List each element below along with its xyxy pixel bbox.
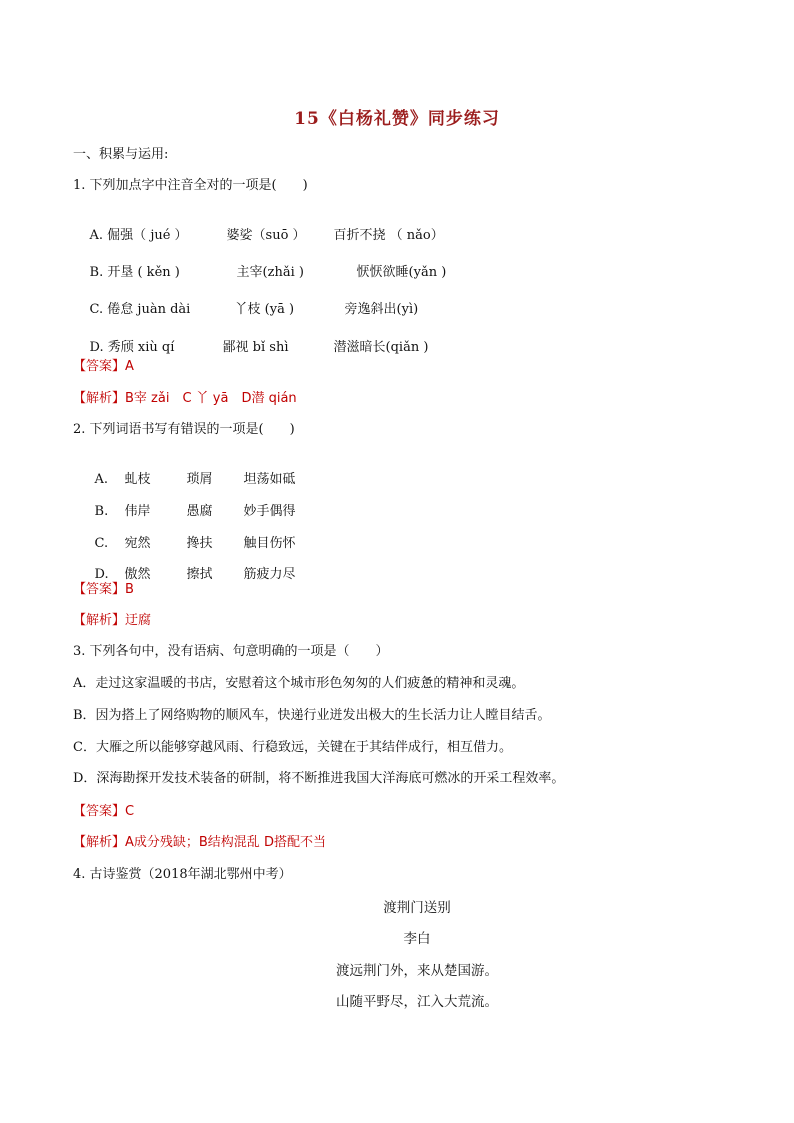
q2-option-b-1: 伟岸	[124, 504, 151, 519]
poem-line-1: 渡远荆门外，来从楚国游。	[336, 963, 498, 979]
poem-title: 渡荆门送别	[383, 900, 451, 916]
q2-option-b-letter: B.	[94, 504, 109, 519]
poem-line-2: 山随平野尽，江入大荒流。	[336, 994, 498, 1010]
q1-option-a-2: 婆娑（suō ）	[226, 228, 306, 243]
q1-option-d-1: D. 秀颀 xiù qí	[89, 340, 175, 355]
q2-option-a-1: 虬枝	[124, 472, 151, 487]
q3-stem: 3. 下列各句中，没有语病、句意明确的一项是（ ）	[73, 644, 389, 659]
q2-option-b-2: 愚腐	[186, 504, 213, 519]
q3-answer: 【答案】C	[73, 804, 135, 819]
q2-option-c-letter: C.	[94, 536, 109, 551]
section-heading: 一、积累与运用:	[73, 147, 169, 162]
q1-option-d-2: 鄙视 bǐ shì	[222, 340, 289, 355]
q1-option-a-1: A. 倔强（ jué ）	[89, 228, 188, 243]
q2-option-d-1: 傲然	[124, 567, 151, 582]
q2-stem: 2. 下列词语书写有错误的一项是( )	[73, 422, 295, 437]
q3-analysis: 【解析】A成分残缺；B结构混乱 D搭配不当	[73, 835, 326, 850]
q2-analysis: 【解析】迂腐	[73, 613, 152, 628]
q1-option-c-1: C. 倦怠 juàn dài	[89, 302, 191, 317]
q2-option-c-1: 宛然	[124, 536, 151, 551]
q3-option-a: A．走过这家温暖的书店，安慰着这个城市形色匆匆的人们疲惫的精神和灵魂。	[73, 676, 525, 691]
q1-option-b-3: 恹恹欲睡(yǎn )	[356, 265, 447, 280]
q4-stem: 4. 古诗鉴赏（2018年湖北鄂州中考）	[73, 867, 292, 882]
q1-option-b-2: 主宰(zhǎi )	[236, 265, 304, 280]
q1-option-d-3: 潜滋暗长(qiǎn )	[333, 340, 429, 355]
q2-option-c-2: 搀扶	[186, 536, 213, 551]
q1-option-c-3: 旁逸斜出(yì)	[344, 302, 419, 317]
q3-option-d: D．深海勘探开发技术装备的研制，将不断推进我国大洋海底可燃冰的开采工程效率。	[73, 771, 565, 786]
q2-option-d-3: 筋疲力尽	[243, 567, 296, 582]
q2-option-a-letter: A.	[94, 472, 109, 487]
q1-option-a-3: 百折不挠 （ nǎo）	[333, 228, 444, 243]
q1-analysis: 【解析】B宰 zǎi C 丫 yā D潜 qián	[73, 391, 297, 406]
q3-option-b: B．因为搭上了网络购物的顺风车，快递行业迸发出极大的生长活力让人瞠目结舌。	[73, 708, 551, 723]
q2-answer: 【答案】B	[73, 582, 134, 597]
q1-answer: 【答案】A	[73, 359, 134, 374]
q2-option-a-3: 坦荡如砥	[243, 472, 296, 487]
q1-option-b-1: B. 开垦 ( kěn )	[89, 265, 180, 280]
q2-option-c-3: 触目伤怀	[243, 536, 296, 551]
q2-option-b-3: 妙手偶得	[243, 504, 296, 519]
q1-option-c-2: 丫枝 (yā )	[234, 302, 295, 317]
poem-author: 李白	[403, 931, 431, 947]
q2-option-d-letter: D.	[94, 567, 109, 582]
q2-option-d-2: 擦拭	[186, 567, 213, 582]
q2-option-a-2: 琐屑	[186, 472, 213, 487]
q1-stem: 1. 下列加点字中注音全对的一项是( )	[73, 178, 308, 193]
page-title: 15《白杨礼赞》同步练习	[294, 109, 500, 129]
q3-option-c: C．大雁之所以能够穿越风雨、行稳致远，关键在于其结伴成行，相互借力。	[73, 740, 512, 755]
